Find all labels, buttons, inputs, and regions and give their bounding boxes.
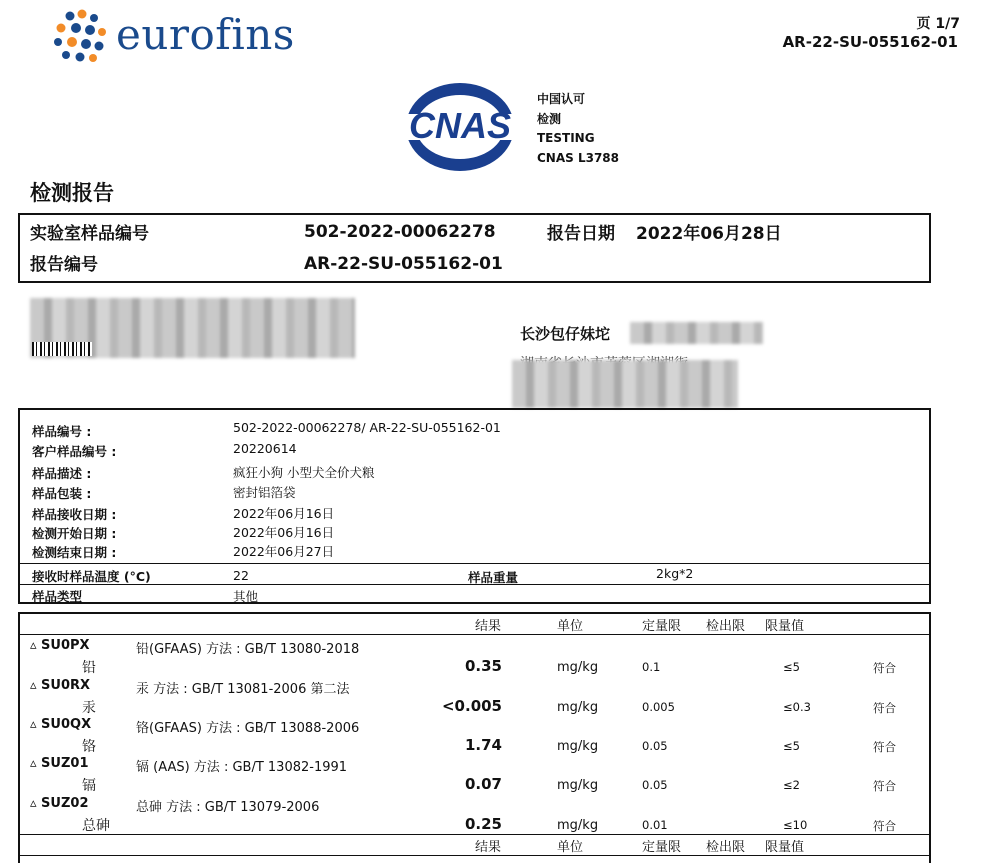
limit-value: ≤2 xyxy=(783,778,800,792)
test-method: 铬(GFAAS) 方法 : GB/T 13088-2006 xyxy=(136,721,360,736)
test-method: 镉 (AAS) 方法 : GB/T 13082-1991 xyxy=(136,760,348,775)
eurofins-logo xyxy=(52,8,322,64)
sample-id-label: 样品编号 : xyxy=(32,424,92,439)
verdict: 符合 xyxy=(873,740,896,754)
divider xyxy=(20,634,929,635)
result-value: 0.25 xyxy=(464,815,502,833)
header-lod-repeat: 检出限 xyxy=(706,840,746,855)
test-start-value: 2022年06月16日 xyxy=(233,525,335,540)
test-code: ▵ SU0RX xyxy=(30,678,91,693)
verdict: 符合 xyxy=(873,701,896,715)
page-number: 页 1/7 xyxy=(916,16,960,32)
cnas-line-3: TESTING xyxy=(537,131,595,145)
lab-sample-value: 502-2022-00062278 xyxy=(304,222,496,242)
sample-id-value: 502-2022-00062278/ AR-22-SU-055162-01 xyxy=(233,420,501,435)
sample-type-value: 其他 xyxy=(233,589,259,604)
sample-description-label: 样品描述 : xyxy=(32,466,92,481)
divider xyxy=(20,834,929,835)
receipt-date-value: 2022年06月16日 xyxy=(233,506,335,521)
limit-value: ≤0.3 xyxy=(783,700,811,714)
sample-packaging-label: 样品包装 : xyxy=(32,486,92,501)
loq-value: 0.01 xyxy=(642,818,668,832)
cnas-emblem-icon xyxy=(402,80,522,174)
verdict: 符合 xyxy=(873,661,896,675)
loq-value: 0.05 xyxy=(642,739,668,753)
sample-type-label: 样品类型 xyxy=(32,589,83,604)
test-code: ▵ SUZ02 xyxy=(30,796,89,811)
test-method: 汞 方法 : GB/T 13081-2006 第二法 xyxy=(136,682,350,697)
header-result-repeat: 结果 xyxy=(475,840,502,855)
analyte-name: 铅 xyxy=(82,660,96,676)
analyte-name: 镉 xyxy=(82,778,96,794)
header-loq: 定量限 xyxy=(642,619,682,634)
test-method: 总砷 方法 : GB/T 13079-2006 xyxy=(136,800,320,815)
loq-value: 0.1 xyxy=(642,660,661,674)
test-code: ▵ SU0QX xyxy=(30,717,92,732)
analyte-name: 汞 xyxy=(82,700,96,716)
weight-label: 样品重量 xyxy=(468,570,519,585)
header-limit-repeat: 限量值 xyxy=(765,840,805,855)
test-code: ▵ SU0PX xyxy=(30,638,90,653)
test-end-label: 检测结束日期 : xyxy=(32,545,117,560)
client-sample-id-label: 客户样品编号 : xyxy=(32,444,117,459)
sample-description-value: 疯狂小狗 小型犬全价犬粮 xyxy=(233,465,375,480)
header-unit-repeat: 单位 xyxy=(557,840,584,855)
temperature-value: 22 xyxy=(233,568,249,583)
header-result: 结果 xyxy=(475,619,502,634)
report-id-box xyxy=(18,213,931,283)
limit-value: ≤5 xyxy=(783,660,800,674)
result-value: 0.07 xyxy=(464,775,502,793)
loq-value: 0.005 xyxy=(642,700,675,714)
redacted-client-address xyxy=(512,360,738,408)
result-unit: mg/kg xyxy=(557,660,599,675)
sample-packaging-value: 密封铝箔袋 xyxy=(233,485,296,500)
report-number-value: AR-22-SU-055162-01 xyxy=(304,254,503,274)
brand-name: eurofins xyxy=(116,10,295,59)
result-value: 0.35 xyxy=(464,657,502,675)
eurofins-mark-icon xyxy=(52,8,112,64)
temperature-label: 接收时样品温度 (°C) xyxy=(32,569,151,584)
client-name: 长沙包仔妹坨 xyxy=(520,325,611,343)
document-title: 检测报告 xyxy=(30,181,114,205)
verdict: 符合 xyxy=(873,819,896,833)
report-number-label: 报告编号 xyxy=(30,255,98,275)
cnas-line-4: CNAS L3788 xyxy=(537,150,620,165)
result-value: 1.74 xyxy=(464,736,502,754)
header-limit: 限量值 xyxy=(765,619,805,634)
results-table xyxy=(18,612,931,863)
result-unit: mg/kg xyxy=(557,700,599,715)
header-unit: 单位 xyxy=(557,619,584,634)
lab-sample-label: 实验室样品编号 xyxy=(30,224,149,244)
sample-info-box xyxy=(18,408,931,604)
divider xyxy=(20,563,929,564)
result-unit: mg/kg xyxy=(557,778,599,793)
loq-value: 0.05 xyxy=(642,778,668,792)
barcode xyxy=(32,342,92,356)
limit-value: ≤10 xyxy=(783,818,808,832)
header-loq-repeat: 定量限 xyxy=(642,840,682,855)
test-code: ▵ SUZ01 xyxy=(30,756,89,771)
test-method: 铅(GFAAS) 方法 : GB/T 13080-2018 xyxy=(136,642,360,657)
cnas-logo-text: CNAS xyxy=(408,105,512,146)
cnas-logo xyxy=(402,80,522,174)
receipt-date-label: 样品接收日期 : xyxy=(32,507,117,522)
cnas-line-2: 检测 xyxy=(537,111,562,126)
verdict: 符合 xyxy=(873,779,896,793)
result-unit: mg/kg xyxy=(557,818,599,833)
report-date-label: 报告日期 xyxy=(547,224,615,244)
header-report-number: AR-22-SU-055162-01 xyxy=(782,33,958,51)
analyte-name: 铬 xyxy=(82,739,96,755)
client-sample-id-value: 20220614 xyxy=(233,441,297,456)
divider xyxy=(20,855,929,856)
result-unit: mg/kg xyxy=(557,739,599,754)
redacted-client-name xyxy=(630,322,763,344)
weight-value: 2kg*2 xyxy=(656,566,694,581)
cnas-accreditation xyxy=(537,90,619,168)
result-value: <0.005 xyxy=(441,697,502,715)
test-end-value: 2022年06月27日 xyxy=(233,544,335,559)
report-date-value: 2022年06月28日 xyxy=(636,224,782,244)
test-start-label: 检测开始日期 : xyxy=(32,526,117,541)
cnas-line-1: 中国认可 xyxy=(537,92,586,106)
analyte-name: 总砷 xyxy=(82,818,110,834)
limit-value: ≤5 xyxy=(783,739,800,753)
divider xyxy=(20,584,929,585)
header-lod: 检出限 xyxy=(706,619,746,634)
